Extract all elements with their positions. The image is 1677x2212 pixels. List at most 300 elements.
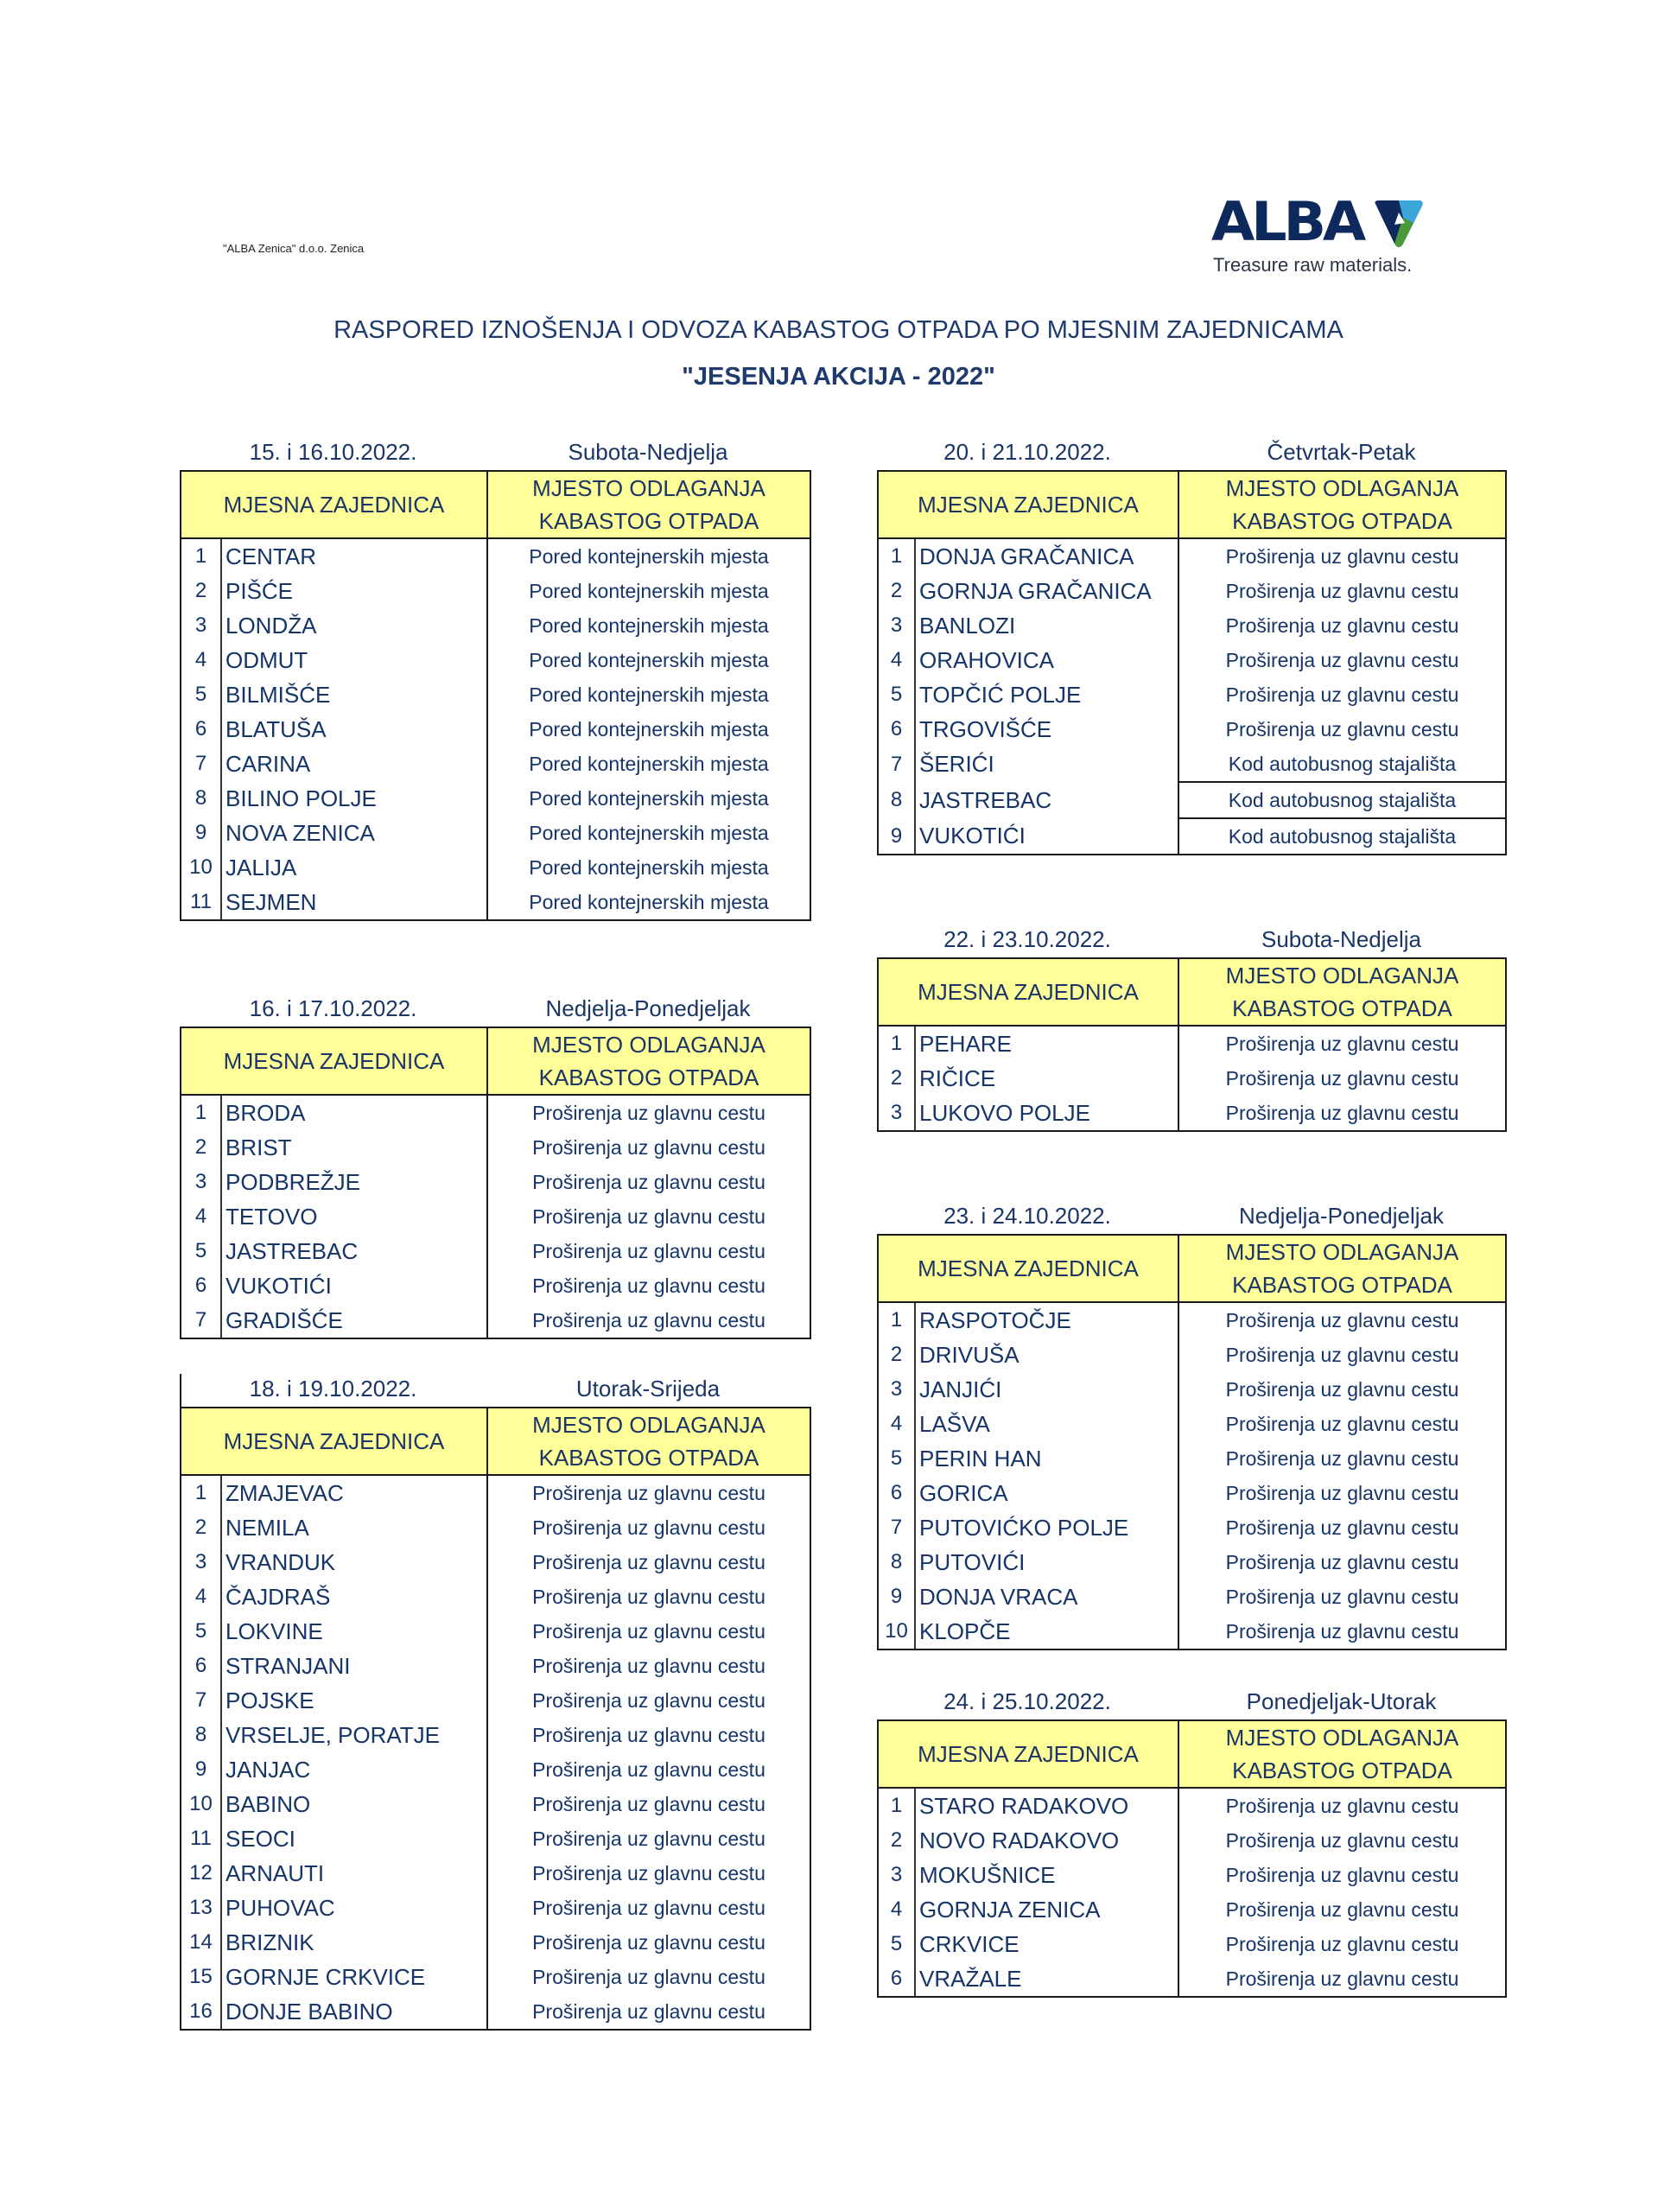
column-header-community: MJESNA ZAJEDNICA [181,1408,487,1475]
row-number: 6 [181,1268,221,1303]
row-number: 3 [181,608,221,643]
community-name: NOVA ZENICA [226,819,375,846]
row-number: 3 [181,1545,221,1580]
row-number: 5 [181,1234,221,1268]
row-number: 8 [181,781,221,816]
disposal-place: Proširenja uz glavnu cestu [487,1994,810,2030]
disposal-place: Proširenja uz glavnu cestu [1178,1961,1506,1997]
row-number: 3 [878,1372,915,1407]
row-number: 7 [181,1683,221,1718]
table-row [181,1614,810,1649]
disposal-place: Pored kontejnerskih mjesta [487,538,810,574]
community-name: JANJAC [226,1756,311,1783]
row-number: 4 [181,643,221,677]
community-name: PUHOVAC [226,1894,335,1921]
row-number: 2 [878,1061,915,1096]
community-name: VUKOTIĆI [915,818,1178,855]
community-name: JASTREBAC [919,786,1052,813]
schedule-date: 18. i 19.10.2022. [249,1376,417,1402]
community-name: MOKUŠNICE [919,1861,1056,1888]
community-name: VUKOTIĆI [226,1272,332,1299]
community-name: BILINO POLJE [226,785,377,811]
disposal-place: Proširenja uz glavnu cestu [1178,677,1506,712]
disposal-place: Proširenja uz glavnu cestu [487,1130,810,1165]
alba-logo [1211,190,1436,282]
community-name: LUKOVO POLJE [915,1096,1178,1131]
disposal-place: Proširenja uz glavnu cestu [1178,1026,1506,1061]
row-number: 4 [878,1407,915,1441]
community-name: GORNJA GRAČANICA [919,577,1152,604]
community-name: PODBREŽJE [226,1168,361,1195]
community-name: PUTOVIĆKO POLJE [919,1514,1129,1541]
column-header-place: MJESTO ODLAGANJA KABASTOG OTPADA [1178,1235,1506,1302]
table-row [181,643,810,677]
table-row [878,538,1506,574]
community-name: VRSELJE, PORATJE [226,1721,441,1748]
table-row [181,1303,810,1338]
table-row [181,1545,810,1580]
community-name: BRIST [226,1134,292,1160]
page-title: RASPORED IZNOŠENJA I ODVOZA KABASTOG OTPADA PO MJESNIM ZAJEDNICAMA [333,316,1344,344]
row-number: 16 [181,1994,221,2030]
disposal-place: Proširenja uz glavnu cestu [487,1268,810,1303]
row-number: 11 [181,1821,221,1856]
row-number: 6 [878,1476,915,1510]
row-number: 1 [878,1302,915,1338]
community-name: JASTREBAC [226,1237,359,1264]
community-name: CRKVICE [919,1930,1020,1957]
row-number: 1 [878,1026,915,1061]
community-name: GORNJA ZENICA [919,1896,1101,1923]
disposal-place: Kod autobusnog stajališta [1178,747,1506,782]
table-row [878,1892,1506,1927]
row-number: 10 [878,1614,915,1649]
table-row [181,1580,810,1614]
disposal-place: Pored kontejnerskih mjesta [487,608,810,643]
row-number: 1 [878,1788,915,1823]
table-row [878,712,1506,747]
row-number: 3 [878,1096,915,1131]
table-row [878,1614,1506,1649]
table-row [878,1302,1506,1338]
disposal-place: Proširenja uz glavnu cestu [487,1510,810,1545]
schedule-caption [180,1370,810,1407]
community-name: PIŠĆE [226,577,294,604]
community-name: GORNJE CRKVICE [226,1963,426,1990]
table-row [878,818,1506,855]
column-header-place: MJESTO ODLAGANJA KABASTOG OTPADA [1178,958,1506,1026]
disposal-place: Proširenja uz glavnu cestu [487,1303,810,1338]
community-name: ORAHOVICA [919,646,1055,673]
table-row [181,1234,810,1268]
row-number: 15 [181,1960,221,1994]
table-row [181,1925,810,1960]
community-name: TRGOVIŠĆE [919,715,1052,742]
row-number: 4 [181,1580,221,1614]
column-header-community: MJESNA ZAJEDNICA [181,1027,487,1095]
community-name: BILMIŠĆE [226,681,331,708]
row-number: 7 [181,1303,221,1338]
disposal-place: Proširenja uz glavnu cestu [487,1891,810,1925]
row-number: 8 [878,1545,915,1580]
table-row [878,1580,1506,1614]
disposal-place: Pored kontejnerskih mjesta [487,712,810,747]
community-name: JALIJA [226,854,297,880]
column-header-place: MJESTO ODLAGANJA KABASTOG OTPADA [487,1408,810,1475]
disposal-place: Proširenja uz glavnu cestu [487,1960,810,1994]
community-name: RIČICE [919,1065,996,1091]
disposal-place: Proširenja uz glavnu cestu [487,1787,810,1821]
community-name: BANLOZI [919,612,1016,639]
table-row [181,1891,810,1925]
row-number: 11 [181,885,221,920]
row-number: 9 [181,816,221,850]
community-name: LOKVINE [226,1618,323,1644]
table-row [181,747,810,781]
community-name: ODMUT [226,646,308,673]
table-row [878,608,1506,643]
community-name: TOPČIĆ POLJE [919,681,1082,708]
row-number: 10 [181,1787,221,1821]
table-row [878,574,1506,608]
schedule-caption [877,921,1505,957]
community-name: NEMILA [226,1514,309,1541]
row-number: 1 [878,538,915,574]
community-name: VRAŽALE [915,1961,1178,1997]
disposal-place: Pored kontejnerskih mjesta [487,677,810,712]
community-name: GORICA [919,1479,1008,1506]
disposal-place: Pored kontejnerskih mjesta [487,747,810,781]
table-row [181,1649,810,1683]
disposal-place: Proširenja uz glavnu cestu [487,1234,810,1268]
disposal-place: Proširenja uz glavnu cestu [1178,1788,1506,1823]
schedule-block [877,921,1507,1132]
schedule-block [180,1370,811,2031]
row-number: 9 [878,1580,915,1614]
community-name: CENTAR [226,543,316,569]
schedule-block [180,434,811,921]
table-row [878,1858,1506,1892]
schedule-block [180,990,811,1339]
schedule-table [180,1027,811,1339]
row-number: 2 [878,1338,915,1372]
table-row [181,1199,810,1234]
table-row [878,1927,1506,1961]
schedule-days: Ponedjeljak-Utorak [1246,1688,1437,1714]
table-row [878,1441,1506,1476]
row-number: 2 [181,1510,221,1545]
table-row [878,643,1506,677]
community-name: DONJE BABINO [221,1994,487,2030]
disposal-place: Proširenja uz glavnu cestu [487,1545,810,1580]
schedule-days: Subota-Nedjelja [1261,926,1421,952]
disposal-place: Proširenja uz glavnu cestu [1178,1061,1506,1096]
disposal-place: Pored kontejnerskih mjesta [487,643,810,677]
table-row [878,1545,1506,1580]
schedule-date: 24. i 25.10.2022. [943,1688,1111,1714]
row-number: 4 [878,643,915,677]
row-number: 10 [181,850,221,885]
disposal-place: Proširenja uz glavnu cestu [487,1475,810,1510]
disposal-place: Proširenja uz glavnu cestu [487,1683,810,1718]
table-row [878,1372,1506,1407]
table-row [878,1061,1506,1096]
schedule-caption [877,1683,1505,1719]
community-name: NOVO RADAKOVO [919,1827,1120,1853]
row-number: 4 [181,1199,221,1234]
row-number: 13 [181,1891,221,1925]
row-number: 6 [878,712,915,747]
column-header-community: MJESNA ZAJEDNICA [878,471,1178,538]
disposal-place: Proširenja uz glavnu cestu [1178,1892,1506,1927]
disposal-place: Proširenja uz glavnu cestu [487,1649,810,1683]
disposal-place: Proširenja uz glavnu cestu [487,1199,810,1234]
table-row [181,677,810,712]
table-row [878,677,1506,712]
community-name: CARINA [226,750,311,777]
schedule-caption [180,434,810,470]
community-name: SEOCI [226,1825,295,1852]
schedule-date: 20. i 21.10.2022. [943,439,1111,465]
community-name: DRIVUŠA [919,1341,1020,1368]
table-row [181,538,810,574]
column-header-community: MJESNA ZAJEDNICA [878,1720,1178,1788]
table-row [181,1268,810,1303]
row-number: 6 [181,712,221,747]
community-name: JANJIĆI [919,1376,1002,1402]
disposal-place: Pored kontejnerskih mjesta [487,816,810,850]
table-row [181,1960,810,1994]
disposal-place: Proširenja uz glavnu cestu [1178,538,1506,574]
table-row [181,850,810,885]
community-name: VRANDUK [226,1548,336,1575]
disposal-place: Proširenja uz glavnu cestu [1178,1476,1506,1510]
row-number: 9 [181,1752,221,1787]
table-row [181,608,810,643]
community-name: LONDŽA [226,612,317,639]
community-name: KLOPČE [915,1614,1178,1649]
row-number: 6 [878,1961,915,1997]
row-number: 3 [878,1858,915,1892]
page-subtitle: "JESENJA AKCIJA - 2022" [682,363,995,391]
disposal-place: Proširenja uz glavnu cestu [487,1821,810,1856]
community-name: ARNAUTI [226,1859,325,1886]
disposal-place: Proširenja uz glavnu cestu [487,1856,810,1891]
table-row [878,1026,1506,1061]
disposal-place: Proširenja uz glavnu cestu [1178,608,1506,643]
table-row [181,1752,810,1787]
community-name: STARO RADAKOVO [919,1792,1129,1819]
community-name: ČAJDRAŠ [226,1583,331,1610]
row-number: 14 [181,1925,221,1960]
column-header-community: MJESNA ZAJEDNICA [878,958,1178,1026]
disposal-place: Proširenja uz glavnu cestu [1178,1372,1506,1407]
row-number: 7 [878,747,915,782]
community-name: STRANJANI [226,1652,351,1679]
disposal-place: Proširenja uz glavnu cestu [1178,1302,1506,1338]
disposal-place: Proširenja uz glavnu cestu [1178,1580,1506,1614]
disposal-place: Proširenja uz glavnu cestu [487,1580,810,1614]
row-number: 3 [878,608,915,643]
row-number: 12 [181,1856,221,1891]
schedule-date: 16. i 17.10.2022. [249,995,417,1021]
row-number: 5 [878,677,915,712]
table-row [181,816,810,850]
row-number: 9 [878,818,915,855]
table-row [181,574,810,608]
schedule-block [877,434,1507,855]
row-number: 5 [181,677,221,712]
schedule-caption [877,434,1505,470]
community-name: TETOVO [226,1203,318,1230]
schedule-caption [877,1198,1505,1234]
column-header-community: MJESNA ZAJEDNICA [878,1235,1178,1302]
schedule-date: 15. i 16.10.2022. [249,439,417,465]
table-row [181,885,810,920]
schedule-table [180,470,811,921]
table-row [181,1095,810,1130]
column-header-place: MJESTO ODLAGANJA KABASTOG OTPADA [487,471,810,538]
disposal-place: Proširenja uz glavnu cestu [1178,1823,1506,1858]
community-name: GRADIŠĆE [221,1303,487,1338]
row-number: 7 [181,747,221,781]
community-name: BRODA [226,1099,306,1126]
community-name: BRIZNIK [226,1929,314,1955]
schedule-days: Utorak-Srijeda [575,1376,721,1402]
disposal-place: Proširenja uz glavnu cestu [1178,712,1506,747]
table-row [181,1475,810,1510]
disposal-place: Proširenja uz glavnu cestu [487,1165,810,1199]
company-name: "ALBA Zenica" d.o.o. Zenica [223,242,365,255]
disposal-place: Proširenja uz glavnu cestu [487,1752,810,1787]
column-header-place: MJESTO ODLAGANJA KABASTOG OTPADA [1178,471,1506,538]
community-name: LAŠVA [919,1410,990,1437]
table-row [181,1510,810,1545]
schedule-block [877,1683,1507,1998]
disposal-place: Proširenja uz glavnu cestu [487,1718,810,1752]
schedule-days: Nedjelja-Ponedjeljak [1238,1203,1445,1229]
community-name: RASPOTOČJE [919,1306,1071,1333]
schedule-days: Četvrtak-Petak [1267,439,1416,465]
community-name: ZMAJEVAC [226,1479,344,1506]
community-name: SEJMEN [221,885,487,920]
disposal-place: Pored kontejnerskih mjesta [487,885,810,920]
table-row [181,1683,810,1718]
disposal-place: Pored kontejnerskih mjesta [487,781,810,816]
disposal-place: Proširenja uz glavnu cestu [1178,1407,1506,1441]
column-header-place: MJESTO ODLAGANJA KABASTOG OTPADA [487,1027,810,1095]
disposal-place: Proširenja uz glavnu cestu [1178,643,1506,677]
schedule-table [877,1234,1507,1650]
community-name: BABINO [226,1790,311,1817]
table-row [878,782,1506,818]
community-name: DONJA GRAČANICA [919,543,1134,569]
logo-tagline: Treasure raw materials. [1213,254,1413,276]
table-row [181,1718,810,1752]
schedule-table [180,1407,811,2031]
community-name: BLATUŠA [226,715,327,742]
row-number: 1 [181,538,221,574]
row-number: 8 [878,782,915,818]
disposal-place: Proširenja uz glavnu cestu [487,1614,810,1649]
disposal-place: Proširenja uz glavnu cestu [1178,1338,1506,1372]
row-number: 5 [878,1441,915,1476]
schedule-table [877,1719,1507,1998]
disposal-place: Kod autobusnog stajališta [1178,782,1506,818]
row-number: 3 [181,1165,221,1199]
table-row [878,1823,1506,1858]
schedule-days: Nedjelja-Ponedjeljak [545,995,751,1021]
disposal-place: Pored kontejnerskih mjesta [487,574,810,608]
table-row [181,712,810,747]
row-number: 2 [181,1130,221,1165]
row-number: 7 [878,1510,915,1545]
table-row [878,1407,1506,1441]
table-row [878,1510,1506,1545]
disposal-place: Proširenja uz glavnu cestu [1178,1614,1506,1649]
disposal-place: Kod autobusnog stajališta [1178,818,1506,855]
schedule-block [877,1198,1507,1650]
table-row [181,1130,810,1165]
community-name: PUTOVIĆI [919,1548,1026,1575]
disposal-place: Proširenja uz glavnu cestu [1178,1096,1506,1131]
disposal-place: Proširenja uz glavnu cestu [1178,1441,1506,1476]
community-name: DONJA VRACA [919,1583,1078,1610]
community-name: PERIN HAN [919,1445,1042,1471]
table-row [878,747,1506,782]
community-name: PEHARE [919,1030,1012,1057]
table-row [181,1821,810,1856]
disposal-place: Pored kontejnerskih mjesta [487,850,810,885]
schedule-table [877,470,1507,855]
schedule-table [877,957,1507,1132]
table-row [181,1165,810,1199]
row-number: 4 [878,1892,915,1927]
alba-triangle-logo-icon [1372,199,1426,249]
disposal-place: Proširenja uz glavnu cestu [1178,1927,1506,1961]
table-row [181,781,810,816]
column-header-community: MJESNA ZAJEDNICA [181,471,487,538]
table-row [878,1096,1506,1131]
disposal-place: Proširenja uz glavnu cestu [487,1925,810,1960]
table-row [878,1476,1506,1510]
row-number: 1 [181,1095,221,1130]
table-row [878,1338,1506,1372]
schedule-date: 22. i 23.10.2022. [943,926,1111,952]
row-number: 2 [181,574,221,608]
community-name: POJSKE [226,1687,314,1713]
disposal-place: Proširenja uz glavnu cestu [487,1095,810,1130]
row-number: 2 [878,1823,915,1858]
table-row [181,1856,810,1891]
row-number: 5 [878,1927,915,1961]
column-header-place: MJESTO ODLAGANJA KABASTOG OTPADA [1178,1720,1506,1788]
disposal-place: Proširenja uz glavnu cestu [1178,1510,1506,1545]
row-number: 2 [878,574,915,608]
table-row [878,1788,1506,1823]
logo-wordmark: ALBA [1211,190,1363,253]
disposal-place: Proširenja uz glavnu cestu [1178,1858,1506,1892]
disposal-place: Proširenja uz glavnu cestu [1178,1545,1506,1580]
row-number: 8 [181,1718,221,1752]
table-row [878,1961,1506,1997]
table-row [181,1787,810,1821]
schedule-date: 23. i 24.10.2022. [943,1203,1111,1229]
row-number: 1 [181,1475,221,1510]
row-number: 5 [181,1614,221,1649]
row-number: 6 [181,1649,221,1683]
disposal-place: Proširenja uz glavnu cestu [1178,574,1506,608]
